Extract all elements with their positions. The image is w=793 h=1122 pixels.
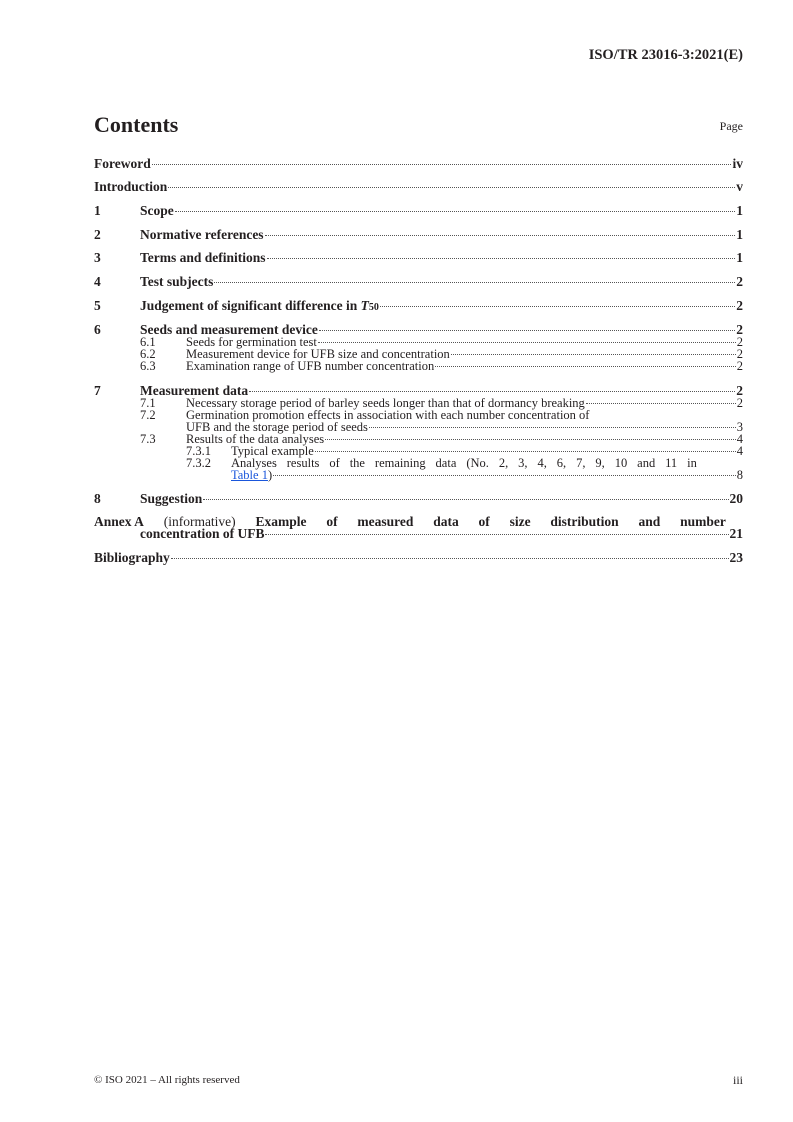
title-word: 10	[614, 456, 628, 470]
title-word: of	[478, 514, 490, 529]
toc-page: 21	[729, 526, 743, 541]
toc-number: 6.1	[140, 335, 156, 349]
title-word: data	[433, 514, 459, 529]
dot-leader	[586, 403, 736, 404]
toc-number: 8	[94, 491, 101, 506]
title-word: 11	[665, 456, 678, 470]
dot-leader	[265, 534, 728, 535]
dot-leader	[318, 342, 736, 343]
toc-number: 5	[94, 298, 101, 313]
toc-page: 23	[729, 550, 743, 565]
toc-entry-test-subjects[interactable]	[94, 274, 743, 290]
title-word: Example	[255, 514, 307, 529]
toc-page: 4	[736, 432, 743, 446]
toc-number: 7.3.2	[186, 456, 211, 470]
toc-title: Necessary storage period of barley seeds longer than that of dormancy breaking	[186, 396, 585, 410]
toc-number: 2	[94, 227, 101, 242]
dot-leader	[369, 427, 736, 428]
toc-page: 2	[736, 383, 743, 398]
toc-number: 6	[94, 322, 101, 337]
toc-page: 8	[736, 468, 743, 482]
title-word: of	[329, 456, 340, 470]
toc-title: Typical example	[231, 444, 314, 458]
toc-title: Measurement device for UFB size and concentration	[186, 347, 450, 361]
dot-leader	[168, 187, 735, 188]
toc-page: v	[736, 179, 743, 194]
dot-leader	[380, 306, 735, 307]
title-word: Analyses	[231, 456, 277, 470]
toc-title: Normative references	[140, 227, 264, 242]
toc-entry-foreword[interactable]	[94, 156, 743, 172]
toc-page: 20	[729, 491, 743, 506]
title-word: 9,	[595, 456, 605, 470]
title-word: results	[286, 456, 320, 470]
title-word: in	[687, 456, 697, 470]
dot-leader	[319, 330, 735, 331]
toc-title: Examination range of UFB number concentration	[186, 359, 435, 373]
toc-number: 7.3.1	[186, 444, 211, 458]
dot-leader	[175, 211, 736, 212]
toc-title: Seeds and measurement device	[140, 322, 318, 337]
toc-page: 1	[736, 227, 743, 242]
dot-leader	[265, 235, 736, 236]
title-word: (No.	[466, 456, 489, 470]
toc-entry-annex-a-cont[interactable]	[94, 526, 743, 542]
dot-leader	[435, 366, 736, 367]
dot-leader	[171, 558, 729, 559]
toc-title-variable: T	[360, 298, 369, 313]
toc-title-line1: Germination promotion effects in association with each number concentration of	[186, 408, 590, 422]
toc-number: 6.3	[140, 359, 156, 373]
title-word: 6,	[556, 456, 567, 470]
dot-leader	[152, 164, 732, 165]
annex-type: (informative)	[163, 514, 236, 529]
title-word: measured	[357, 514, 414, 529]
toc-title: Bibliography	[94, 550, 170, 565]
toc-number: 7	[94, 383, 101, 398]
dot-leader	[203, 499, 728, 500]
toc-entry-introduction[interactable]	[94, 179, 743, 195]
title-word: of	[326, 514, 338, 529]
toc-title: Test subjects	[140, 274, 214, 289]
toc-page: 2	[736, 274, 743, 289]
dot-leader	[214, 282, 735, 283]
toc-title: Scope	[140, 203, 174, 218]
toc-page: 4	[736, 444, 743, 458]
title-word: and	[637, 456, 656, 470]
toc-title: Terms and definitions	[140, 250, 266, 265]
toc-page: 2	[736, 396, 743, 410]
toc-entry-scope[interactable]	[94, 203, 743, 219]
page-title: Contents	[94, 112, 179, 137]
toc-entry-normative-references[interactable]	[94, 227, 743, 243]
page-number: iii	[732, 1073, 743, 1087]
title-word: 2,	[498, 456, 509, 470]
document-id-header: ISO/TR 23016-3:2021(E)	[588, 47, 743, 63]
title-word: number	[680, 514, 726, 529]
toc-entry-judgement[interactable]	[94, 298, 743, 314]
toc-title-line2: UFB and the storage period of seeds	[186, 420, 368, 434]
toc-page: 2	[736, 335, 743, 349]
toc-page: 2	[736, 298, 743, 313]
table-1-link[interactable]: Table 1	[231, 468, 268, 482]
dot-leader	[315, 451, 736, 452]
toc-number: 7.2	[140, 408, 156, 422]
toc-title-line2: concentration of UFB	[140, 526, 265, 541]
toc-title: Measurement data	[140, 383, 249, 398]
dot-leader	[273, 475, 736, 476]
toc-entry-7-3-2-cont[interactable]	[94, 468, 743, 481]
toc-title-close: )	[267, 468, 273, 482]
title-word: 4,	[537, 456, 547, 470]
toc-entry-terms-and-definitions[interactable]	[94, 250, 743, 266]
toc-page: 2	[736, 359, 743, 373]
toc-number: 7.3	[140, 432, 156, 446]
toc-entry-bibliography[interactable]	[94, 550, 743, 566]
dot-leader	[325, 439, 736, 440]
toc-title: Judgement of significant difference in	[140, 298, 361, 313]
toc-page: 1	[736, 203, 743, 218]
toc-number: 7.1	[140, 396, 156, 410]
title-word: data	[435, 456, 457, 470]
toc-title: Results of the data analyses	[186, 432, 325, 446]
toc-page: 3	[736, 420, 743, 434]
toc-page: 1	[736, 250, 743, 265]
title-word: 3,	[518, 456, 528, 470]
title-word: remaining	[374, 456, 426, 470]
title-word: distribution	[550, 514, 619, 529]
dot-leader	[249, 391, 735, 392]
title-word: size	[509, 514, 531, 529]
copyright-footer: © ISO 2021 – All rights reserved	[94, 1074, 240, 1086]
toc-title: Introduction	[94, 179, 168, 194]
page-column-label: Page	[719, 119, 743, 133]
dot-leader	[267, 258, 736, 259]
toc-page: 2	[736, 322, 743, 337]
toc-entry-suggestion[interactable]	[94, 491, 743, 507]
annex-label: Annex A	[94, 514, 144, 529]
toc-page: iv	[732, 156, 743, 171]
toc-title: Seeds for germination test	[186, 335, 317, 349]
title-word: the	[349, 456, 365, 470]
toc-number: 4	[94, 274, 101, 289]
toc-entry-6-3[interactable]	[94, 359, 743, 372]
title-word: and	[638, 514, 661, 529]
toc-title: Foreword	[94, 156, 151, 171]
toc-number: 6.2	[140, 347, 156, 361]
toc-title-subscript: 50	[368, 302, 379, 313]
toc-number: 3	[94, 250, 101, 265]
toc-page: 2	[736, 347, 743, 361]
dot-leader	[451, 354, 736, 355]
toc-title: Suggestion	[140, 491, 203, 506]
toc-number: 1	[94, 203, 101, 218]
title-word: 7,	[576, 456, 586, 470]
